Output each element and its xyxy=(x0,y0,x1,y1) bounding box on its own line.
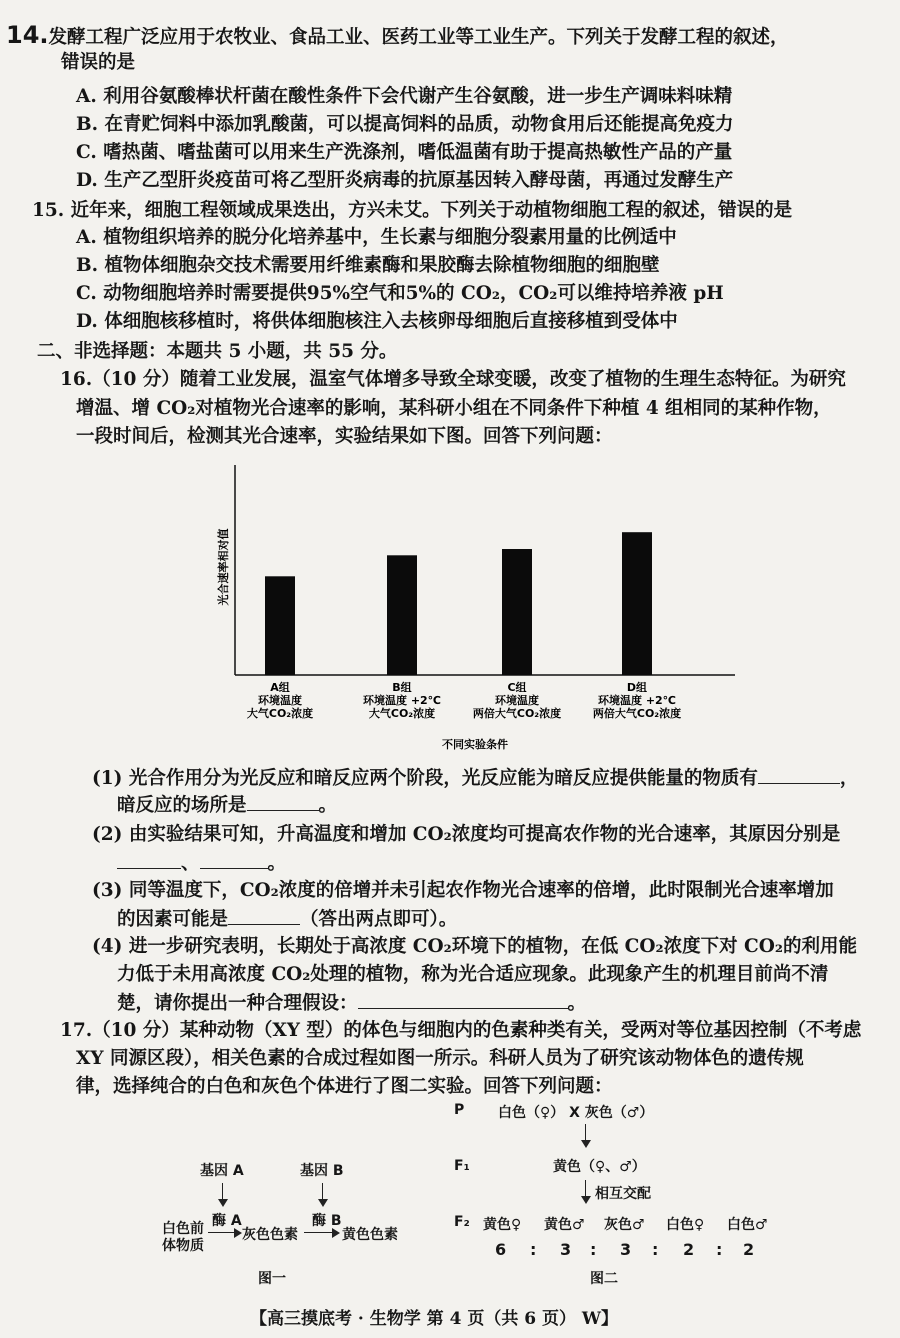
q14-option-a: A. 利用谷氨酸棒状杆菌在酸性条件下会代谢产生谷氨酸，进一步生产调味料味精 xyxy=(76,86,733,107)
answer-blank[interactable] xyxy=(117,850,181,869)
figure-1-caption: 图一 xyxy=(258,1271,286,1287)
answer-blank[interactable] xyxy=(200,850,268,869)
grey-pigment-label: 灰色色素 xyxy=(242,1227,298,1243)
q17-line2: XY 同源区段），相关色素的合成过程如图一所示。科研人员为了研究该动物体色的遗传规 xyxy=(76,1048,804,1069)
chart-bar xyxy=(265,576,295,675)
q16-sub1-line1 xyxy=(92,765,858,792)
f2-phenotype-item: 黄色♀ xyxy=(483,1217,522,1233)
arrow-down-icon xyxy=(222,1183,223,1205)
f2-generation-label: F₂ xyxy=(454,1214,470,1230)
gene-b-label: 基因 B xyxy=(300,1163,344,1179)
f2-phenotype-item: 白色♀ xyxy=(666,1217,705,1233)
arrow-down-icon xyxy=(322,1183,323,1205)
q16-sub3-line1: (3) 同等温度下，CO₂浓度的倍增并未引起农作物光合速率的倍增，此时限制光合速率增加 xyxy=(92,880,834,901)
q15-stem: 15. 近年来，细胞工程领域成果迭出，方兴未艾。下列关于动植物细胞工程的叙述，错误的是 xyxy=(32,200,793,221)
q16-line2: 增温、增 CO₂对植物光合速率的影响，某科研小组在不同条件下种植 4 组相同的某种作物， xyxy=(76,398,832,419)
chart-bar xyxy=(622,532,652,675)
f2-phenotype-item: 灰色♂ xyxy=(604,1217,645,1233)
chart-category-label: 环境温度 +2℃ xyxy=(362,694,442,707)
page-footer: 【高三摸底考 · 生物学 第 4 页（共 6 页） W】 xyxy=(250,1309,619,1329)
f2-phenotype-item: 白色♂ xyxy=(727,1217,768,1233)
photosynthesis-bar-chart xyxy=(205,455,745,755)
q16-sub1-line2 xyxy=(117,792,337,819)
yellow-pigment-label: 黄色色素 xyxy=(342,1227,398,1243)
chart-category-label: B组 xyxy=(392,681,412,694)
q16-sub1-comma: ， xyxy=(839,768,859,789)
q16-sub1-text: (1) 光合作用分为光反应和暗反应两个阶段，光反应能为暗反应提供能量的物质有 xyxy=(92,768,758,789)
q14-option-d: D. 生产乙型肝炎疫苗可将乙型肝炎病毒的抗原基因转入酵母菌，再通过发酵生产 xyxy=(76,170,734,191)
ratio-value: 3 xyxy=(560,1240,572,1259)
chart-category-label: A组 xyxy=(270,681,290,694)
q15-option-a: A. 植物组织培养的脱分化培养基中，生长素与细胞分裂素用量的比例适中 xyxy=(76,227,677,248)
q16-sub4-line3 xyxy=(117,990,586,1017)
arrow-right-icon xyxy=(304,1232,338,1233)
ratio-separator: : xyxy=(652,1240,659,1259)
chart-category-label: C组 xyxy=(507,681,527,694)
q16-sub2-line1: (2) 由实验结果可知，升高温度和增加 CO₂浓度均可提高农作物的光合速率，其原因分别是 xyxy=(92,824,841,845)
q16-sub4-text: 楚，请你提出一种合理假设： xyxy=(117,993,358,1014)
precursor-label-2: 体物质 xyxy=(162,1238,204,1254)
arrow-down-icon xyxy=(585,1124,586,1146)
arrow-right-icon xyxy=(208,1232,240,1233)
chart-category-label: 两倍大气CO₂浓度 xyxy=(592,707,682,720)
q14-stem-line1 xyxy=(6,22,789,51)
q16-sub2-line2 xyxy=(117,850,286,877)
chart-category-label: 环境温度 xyxy=(258,694,302,707)
chart-category-label: 环境温度 +2℃ xyxy=(597,694,677,707)
q16-sub3-end: （答出两点即可）。 xyxy=(300,909,458,930)
cross-label: 相互交配 xyxy=(595,1186,651,1202)
chart-category-label: 两倍大气CO₂浓度 xyxy=(472,707,562,720)
answer-blank[interactable] xyxy=(228,906,300,925)
chart-bars xyxy=(265,532,652,675)
chart-bar xyxy=(387,555,417,675)
chart-bar xyxy=(502,549,532,675)
q15-option-b: B. 植物体细胞杂交技术需要用纤维素酶和果胶酶去除植物细胞的细胞壁 xyxy=(76,255,660,276)
chart-x-axis-label: 不同实验条件 xyxy=(442,738,508,751)
ratio-separator: : xyxy=(530,1240,537,1259)
ratio-value: 6 xyxy=(495,1240,507,1259)
ratio-value: 3 xyxy=(620,1240,632,1259)
q16-line3: 一段时间后，检测其光合速率，实验结果如下图。回答下列问题： xyxy=(76,426,613,447)
q15-option-c: C. 动物细胞培养时需要提供95%空气和5%的 CO₂，CO₂可以维持培养液 pH xyxy=(76,283,724,304)
answer-blank[interactable] xyxy=(247,792,319,811)
q17-line1: 17.（10 分）某种动物（XY 型）的体色与细胞内的色素种类有关，受两对等位基因控制（不考虑 xyxy=(60,1020,862,1041)
q14-stem-line2: 错误的是 xyxy=(61,52,136,73)
chart-category-label: 环境温度 xyxy=(495,694,539,707)
enzyme-b-label: 酶 B xyxy=(312,1213,342,1229)
chart-y-axis-label: 光合速率相对值 xyxy=(217,528,230,606)
ratio-separator: : xyxy=(716,1240,723,1259)
q14-option-b: B. 在青贮饲料中添加乳酸菌，可以提高饲料的品质，动物食用后还能提高免疫力 xyxy=(76,114,734,135)
gene-a-label: 基因 A xyxy=(200,1163,244,1179)
chart-category-label: 大气CO₂浓度 xyxy=(246,707,314,720)
precursor-label-1: 白色前 xyxy=(162,1221,204,1237)
ratio-value: 2 xyxy=(743,1240,755,1259)
q16-sub3-line2 xyxy=(117,906,457,933)
arrow-down-icon xyxy=(585,1180,586,1202)
p-generation-label: P xyxy=(454,1102,465,1118)
p-generation-parents: 白色（♀） X 灰色（♂） xyxy=(498,1105,654,1121)
ratio-value: 2 xyxy=(683,1240,695,1259)
q17-line3: 律，选择纯合的白色和灰色个体进行了图二实验。回答下列问题： xyxy=(76,1076,613,1097)
chart-category-label: D组 xyxy=(626,681,648,694)
figure-2-caption: 图二 xyxy=(590,1271,618,1287)
enzyme-a-label: 酶 A xyxy=(212,1213,242,1229)
answer-blank[interactable] xyxy=(358,990,568,1009)
q16-sub1-text2: 暗反应的场所是 xyxy=(117,795,247,816)
f1-generation-label: F₁ xyxy=(454,1158,470,1174)
q16-sub2-end: 。 xyxy=(267,853,287,874)
q14-option-c: C. 嗜热菌、嗜盐菌可以用来生产洗涤剂，嗜低温菌有助于提高热敏性产品的产量 xyxy=(76,142,733,163)
section-heading: 二、非选择题：本题共 5 小题，共 55 分。 xyxy=(37,341,398,362)
f2-phenotype-item: 黄色♂ xyxy=(544,1217,585,1233)
q14-number: 14. xyxy=(6,21,49,49)
q16-sub4-end: 。 xyxy=(567,993,587,1014)
q16-sub2-sep: 、 xyxy=(181,853,200,874)
f1-phenotype: 黄色（♀、♂） xyxy=(553,1159,646,1175)
chart-category-label: 大气CO₂浓度 xyxy=(368,707,436,720)
q16-line1: 16.（10 分）随着工业发展，温室气体增多导致全球变暖，改变了植物的生理生态特征。为研究 xyxy=(60,369,846,390)
q16-sub4-line1: (4) 进一步研究表明，长期处于高浓度 CO₂环境下的植物，在低 CO₂浓度下对 CO₂的利用能 xyxy=(92,936,857,957)
chart-x-tick-labels xyxy=(247,680,681,720)
q15-option-d: D. 体细胞核移植时，将供体细胞核注入去核卵母细胞后直接移植到受体中 xyxy=(76,311,678,332)
q16-sub1-end: 。 xyxy=(318,795,338,816)
q16-sub3-text: 的因素可能是 xyxy=(117,909,229,930)
q14-stem-text: 发酵工程广泛应用于农牧业、食品工业、医药工业等工业生产。下列关于发酵工程的叙述， xyxy=(48,27,789,48)
ratio-separator: : xyxy=(590,1240,597,1259)
q16-sub4-line2: 力低于未用高浓度 CO₂处理的植物，称为光合适应现象。此现象产生的机理目前尚不清 xyxy=(117,964,829,985)
answer-blank[interactable] xyxy=(758,765,840,784)
